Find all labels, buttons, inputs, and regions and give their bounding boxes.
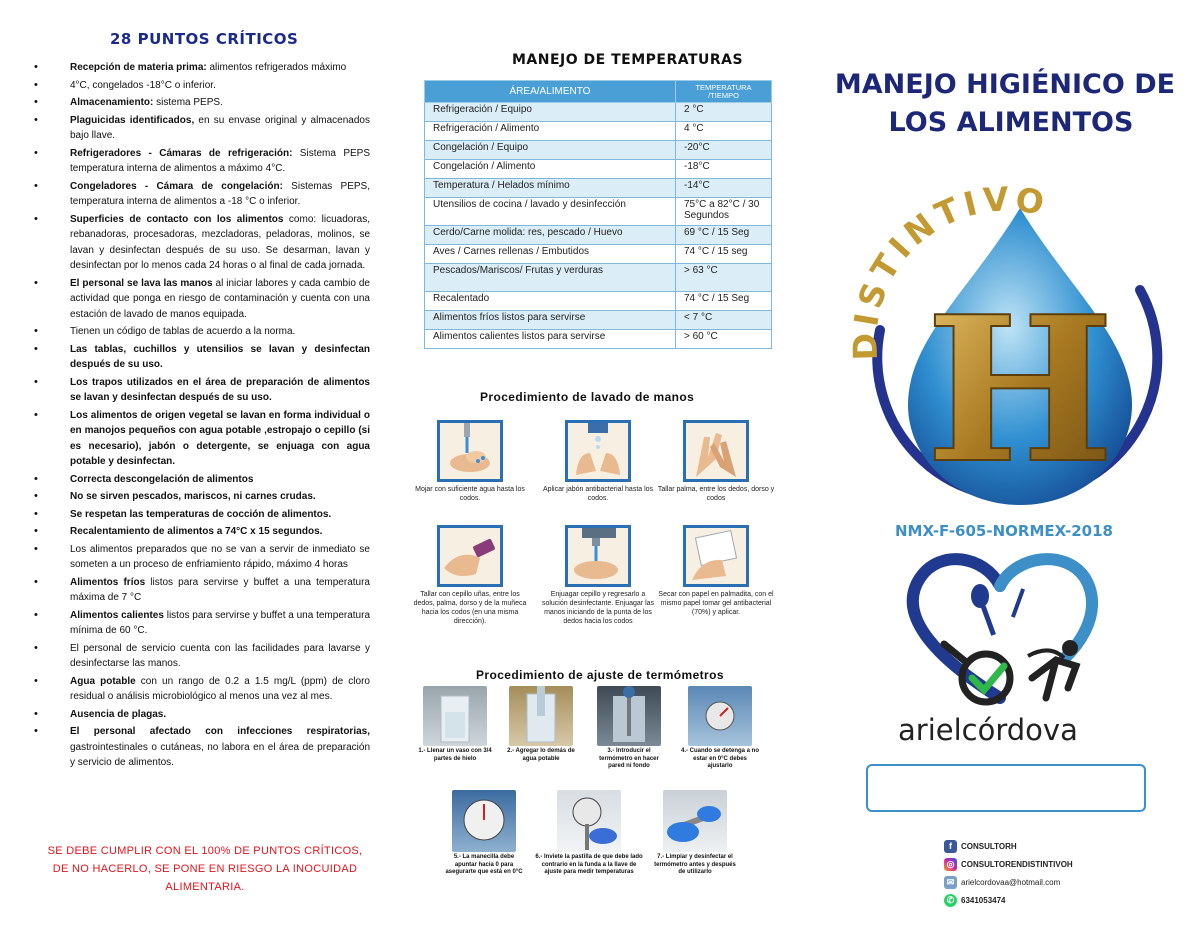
critical-point-bold: Refrigeradores - Cámaras de refrigeración: [70, 147, 293, 159]
critical-point-item [30, 212, 370, 274]
critical-point-text: 4°C, congelados -18°C o inferior. [70, 79, 216, 91]
contact-instagram[interactable] [944, 855, 1073, 873]
critical-point-text: alimentos refrigerados máximo [206, 62, 347, 73]
thermo-step-5 [444, 790, 524, 877]
table-cell-area: Pescados/Mariscos/ Frutas y verduras [425, 264, 676, 292]
ice-glass-photo [423, 686, 487, 746]
thermo-step-4 [680, 686, 760, 771]
table-cell-temp: -20°C [676, 141, 772, 160]
handwash-title: Procedimiento de lavado de manos [480, 390, 695, 404]
contact-email[interactable] [944, 873, 1073, 891]
contact-whatsapp-label: 6341053474 [961, 895, 1006, 905]
table-cell-area: Alimentos calientes listos para servirse [425, 330, 676, 349]
contact-instagram-label: CONSULTORENDISTINTIVOH [961, 859, 1073, 869]
critical-point-item [30, 95, 370, 111]
thermo-step-caption: 2.- Agregar lo demás de agua potable [507, 748, 575, 762]
calibrate-photo [557, 790, 621, 852]
critical-point-item [30, 375, 370, 406]
table-cell-area: Congelación / Alimento [425, 160, 676, 179]
table-cell-area: Alimentos fríos listos para servirse [425, 311, 676, 330]
critical-point-item [30, 507, 370, 523]
rinse-hands-illustration [565, 525, 631, 587]
insert-thermometer-photo [597, 686, 661, 746]
thermo-step-caption: 3.- Introducir el termómetro en hacer pared ni fondo [599, 748, 659, 769]
critical-point-text: con un rango de 0.2 a 1.5 mg/L (ppm) de cloro residual o análisis microbiológico al menos una vez al mes. [70, 675, 370, 702]
table-cell-temp: > 63 °C [676, 264, 772, 292]
thermo-step-2 [504, 686, 578, 763]
critical-point-text: en su envase original y almacenados bajo llave. [70, 114, 370, 141]
arielcordova-logo [900, 548, 1110, 723]
critical-point-item [30, 60, 370, 76]
critical-points-title: 28 PUNTOS CRÍTICOS [110, 30, 299, 48]
critical-point-item [30, 608, 370, 639]
critical-point-bold: No se sirven pescados, mariscos, ni carnes crudas. [70, 491, 316, 502]
contact-facebook[interactable] [944, 837, 1073, 855]
critical-point-text: Sistema PEPS temperatura interna de alimentos a máximo 4°C. [70, 147, 371, 174]
table-row [425, 179, 772, 198]
handwash-step-caption: Tallar con cepillo uñas, entre los dedos, palma, dorso y de la muñeca hacia los codos (en una misma dirección). [413, 591, 527, 625]
handwash-step-caption: Enjuagar cepillo y regresarlo a solución desinfectante. Enjuagar las manos iniciando de la punta de los dedos hacia los codos [541, 591, 655, 625]
table-row [425, 198, 772, 226]
critical-point-bold: Ausencia de plagas. [70, 708, 167, 720]
table-cell-temp: 2 °C [676, 103, 772, 122]
whatsapp-icon: ✆ [944, 894, 957, 907]
critical-point-item [30, 179, 370, 210]
critical-point-item [30, 489, 370, 505]
critical-point-text: Sistemas PEPS, temperatura interna de alimentos a -18 °C o inferior. [70, 180, 370, 207]
critical-point-item [30, 724, 370, 771]
handwash-step-caption: Secar con papel en palmadita, con el mismo papel tomar gel antibacterial (70%) y aplicar. [658, 591, 774, 616]
warning-text: SE DEBE CUMPLIR CON EL 100% DE PUNTOS CRÍTICOS, DE NO HACERLO, SE PONE EN RIESGO LA INOCUIDAD ALIMENTARIA. [47, 845, 363, 893]
critical-point-bold: Plaguicidas identificados, [70, 114, 195, 126]
critical-point-bold: Agua potable [70, 675, 136, 687]
critical-point-item [30, 342, 370, 373]
contact-whatsapp[interactable] [944, 891, 1073, 909]
critical-point-item [30, 276, 370, 323]
apply-soap-illustration [565, 420, 631, 482]
clean-thermometer-photo [663, 790, 727, 852]
critical-point-item [30, 542, 370, 573]
critical-point-text: listos para servirse y buffet a una temperatura máxima de 7 °C [70, 576, 370, 603]
contact-email-label: arielcordovaa@hotmail.com [961, 877, 1061, 887]
critical-points-list [30, 60, 370, 773]
critical-point-bold: Almacenamiento: [70, 97, 154, 108]
table-row [425, 311, 772, 330]
table-header-temp: TEMPERATURA /TIEMPO [676, 81, 772, 103]
table-cell-area: Cerdo/Carne molida: res, pescado / Huevo [425, 226, 676, 245]
table-cell-area: Refrigeración / Equipo [425, 103, 676, 122]
table-cell-area: Utensilios de cocina / lavado y desinfección [425, 198, 676, 226]
email-icon: ✉ [944, 876, 957, 889]
critical-point-bold: Los alimentos de origen vegetal se lavan en forma individual o en manojos pequeños con agua potable ,estropajo o cepillo (si es necesario), jabón o detergente, se enjuaga con agua potable y desinfectan. [70, 409, 370, 467]
table-row [425, 264, 772, 292]
handwash-step-1 [410, 420, 530, 503]
facebook-icon: f [944, 840, 957, 853]
critical-point-bold: Recalentamiento de alimentos a 74°C x 15 segundos. [70, 526, 323, 537]
handwash-step-2 [538, 420, 658, 503]
thermo-step-1 [418, 686, 492, 763]
temperature-table [424, 80, 772, 349]
thermo-step-caption: 7.- Limpiar y desinfectar el termómetro antes y después de utilizarlo [654, 854, 736, 875]
thermometer-title: Procedimiento de ajuste de termómetros [476, 668, 724, 682]
instagram-icon: ◎ [944, 858, 957, 871]
thermo-step-caption: 6.- Inviete la pastilla de que debe lado contrario en la funda a la llave de ajuste para medir temperaturas [535, 854, 643, 875]
norm-code: NMX-F-605-NORMEX-2018 [895, 522, 1113, 540]
critical-point-bold: El personal afectado con infecciones respiratorias, [70, 726, 370, 737]
critical-point-item [30, 324, 370, 340]
contact-facebook-label: CONSULTORH [961, 841, 1017, 851]
critical-point-bold: Los trapos utilizados en el área de preparación de alimentos se lavan y desinfectan después de su uso. [70, 376, 370, 403]
critical-point-text: Tienen un código de tablas de acuerdo a la norma. [70, 326, 296, 337]
blank-info-box [866, 764, 1146, 812]
table-cell-temp: 4 °C [676, 122, 772, 141]
critical-point-bold: Congeladores - Cámara de congelación: [70, 180, 283, 192]
critical-point-bold: Alimentos calientes [70, 609, 164, 621]
contact-list [944, 837, 1073, 909]
table-row [425, 141, 772, 160]
critical-point-text: como: licuadoras, rebanadoras, procesadoras, mezcladoras, peladoras, molinos, se lavan y desinfectan después de su uso. Se desarman, lavan y desinfectan por lo menos cada 24 horas o al final de cada jornada. [70, 213, 370, 271]
table-cell-temp: > 60 °C [676, 330, 772, 349]
table-cell-temp: -14°C [676, 179, 772, 198]
critical-point-bold: El personal se lava las manos [70, 277, 213, 289]
table-cell-area: Recalentado [425, 292, 676, 311]
critical-point-item [30, 641, 370, 672]
critical-point-bold: Superficies de contacto con los alimentos [70, 213, 284, 225]
water-glass-photo [509, 686, 573, 746]
handwash-step-6 [656, 525, 776, 617]
critical-point-bold: Correcta descongelación de alimentos [70, 473, 254, 485]
handwash-step-caption: Aplicar jabón antibacterial hasta los codos. [542, 486, 654, 502]
needle-zero-photo [452, 790, 516, 852]
table-cell-temp: 69 °C / 15 Seg [676, 226, 772, 245]
table-cell-temp: -18°C [676, 160, 772, 179]
handwash-step-3 [656, 420, 776, 503]
handwash-step-caption: Mojar con suficiente agua hasta los codos. [415, 486, 525, 502]
table-cell-temp: 74 °C / 15 Seg [676, 292, 772, 311]
critical-point-item [30, 78, 370, 94]
brand-name: arielcórdova [898, 713, 1078, 747]
critical-point-text: gastrointestinales o cutáneas, no labora en el área de preparación y servicio de alimentos. [70, 741, 370, 768]
critical-point-text: sistema PEPS. [153, 97, 223, 108]
cover-title-line-2: LOS ALIMENTOS [888, 107, 1134, 138]
thermo-step-6 [534, 790, 644, 877]
critical-point-text: Los alimentos preparados que no se van a servir de inmediato se someten a un proceso de enfriamiento rápido, máximo 4 horas [70, 543, 370, 570]
nail-brush-illustration [437, 525, 503, 587]
thermo-step-7 [650, 790, 740, 877]
temperature-title: MANEJO DE TEMPERATURAS [512, 52, 744, 68]
table-row [425, 330, 772, 349]
critical-point-item [30, 146, 370, 177]
critical-point-bold: Recepción de materia prima: [70, 62, 207, 73]
wet-hands-illustration [437, 420, 503, 482]
cover-title-line-1: MANEJO HIGIÉNICO DE [834, 69, 1176, 100]
table-cell-temp: 74 °C / 15 seg [676, 245, 772, 264]
thermo-step-3 [592, 686, 666, 771]
table-cell-area: Aves / Carnes rellenas / Embutidos [425, 245, 676, 264]
thermo-step-caption: 1.- Llenar un vaso con 3/4 partes de hielo [418, 748, 492, 762]
critical-point-item [30, 408, 370, 470]
distintivo-h-logo [840, 180, 1180, 515]
critical-point-text: al iniciar labores y cada cambio de actividad que ponga en riesgo de contaminación y cuenta con una estación de lavado de manos equipada. [70, 277, 370, 320]
critical-point-item [30, 575, 370, 606]
handwash-step-5 [538, 525, 658, 626]
table-row [425, 122, 772, 141]
table-row [425, 245, 772, 264]
critical-point-item [30, 472, 370, 488]
table-cell-area: Temperatura / Helados mínimo [425, 179, 676, 198]
table-cell-temp: 75°C a 82°C / 30 Segundos [676, 198, 772, 226]
table-cell-temp: < 7 °C [676, 311, 772, 330]
table-row [425, 292, 772, 311]
critical-point-item [30, 707, 370, 723]
scrub-palms-illustration [683, 420, 749, 482]
logo-letter: H [925, 273, 1115, 508]
cover-title [820, 66, 1190, 142]
thermo-step-caption: 4.- Cuando se detenga a no estar en 0°C debes ajustarlo [680, 748, 759, 769]
critical-point-item [30, 113, 370, 144]
logo-word: DISTINTIVO [845, 180, 1053, 361]
critical-point-bold: Alimentos fríos [70, 576, 146, 588]
adjust-thermometer-photo [688, 686, 752, 746]
table-row [425, 226, 772, 245]
table-row [425, 103, 772, 122]
handwash-step-4 [410, 525, 530, 626]
thermo-step-caption: 5.- La manecilla debe apuntar hacia 0 para asegurarte que está en 0°C [445, 854, 523, 875]
table-cell-area: Refrigeración / Alimento [425, 122, 676, 141]
critical-point-item [30, 524, 370, 540]
critical-point-bold: Las tablas, cuchillos y utensilios se lavan y desinfectan después de su uso. [70, 343, 370, 370]
critical-point-bold: Se respetan las temperaturas de cocción de alimentos. [70, 508, 332, 520]
handwash-step-caption: Tallar palma, entre los dedos, dorso y codos [657, 486, 775, 502]
table-row [425, 160, 772, 179]
critical-point-text: listos para servirse y buffet a una temperatura mínima de 60 °C. [70, 609, 371, 636]
critical-point-item [30, 674, 370, 705]
dry-hands-illustration [683, 525, 749, 587]
critical-point-text: El personal de servicio cuenta con las facilidades para lavarse y desinfectarse las manos. [70, 642, 370, 669]
table-cell-area: Congelación / Equipo [425, 141, 676, 160]
table-header-area: ÁREA/ALIMENTO [425, 81, 676, 103]
